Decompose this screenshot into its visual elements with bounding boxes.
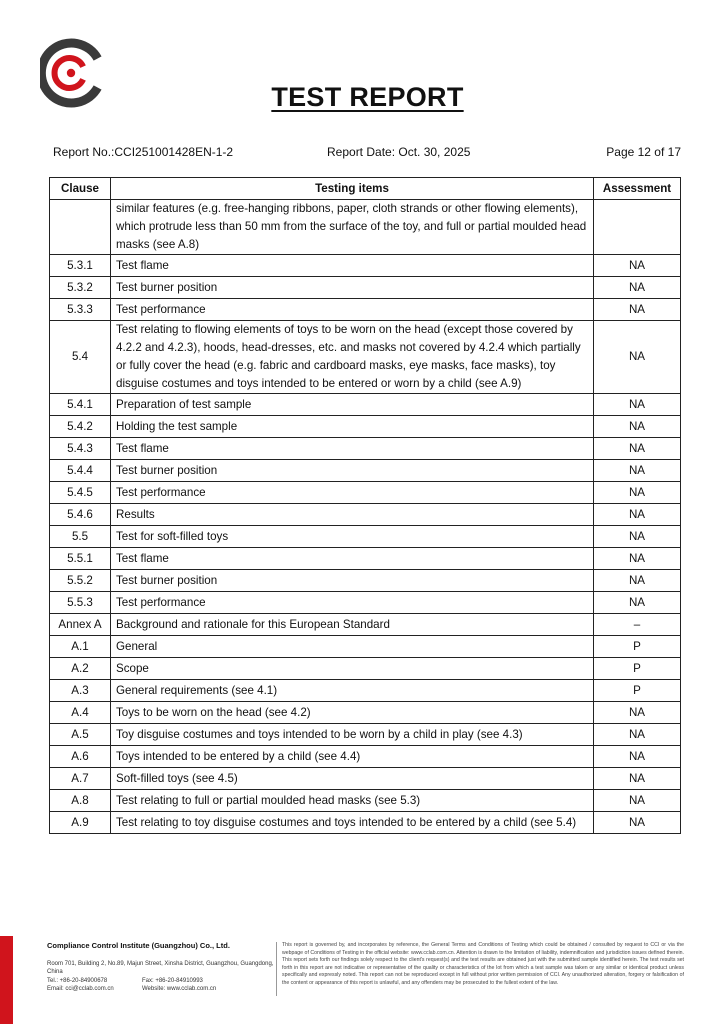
row-assessment: NA [594, 416, 681, 438]
row-clause: 5.4.2 [50, 416, 111, 438]
row-clause: 5.5 [50, 526, 111, 548]
table-row [50, 438, 681, 460]
row-assessment: NA [594, 790, 681, 812]
row-assessment: NA [594, 724, 681, 746]
footer-email: Email: cci@cclab.com.cn [47, 986, 114, 992]
row-testing-item: Test flame [111, 548, 594, 570]
table-row [50, 277, 681, 299]
table-header-row [50, 178, 681, 200]
row-testing-item: Holding the test sample [111, 416, 594, 438]
row-testing-item: Toys to be worn on the head (see 4.2) [111, 702, 594, 724]
row-clause: 5.4.5 [50, 482, 111, 504]
row-clause: A.1 [50, 636, 111, 658]
row-testing-item: Test burner position [111, 460, 594, 482]
row-testing-item: Test relating to full or partial moulded head masks (see 5.3) [111, 790, 594, 812]
table-row [50, 570, 681, 592]
table-row [50, 299, 681, 321]
row-testing-item: Test for soft-filled toys [111, 526, 594, 548]
row-testing-item: Toys intended to be entered by a child (see 4.4) [111, 746, 594, 768]
row-testing-item: General [111, 636, 594, 658]
table-row [50, 526, 681, 548]
row-testing-item: Test relating to toy disguise costumes and toys intended to be entered by a child (see 5.4) [111, 812, 594, 834]
table-row [50, 394, 681, 416]
row-testing-item: Test performance [111, 482, 594, 504]
row-assessment: – [594, 614, 681, 636]
row-assessment: NA [594, 570, 681, 592]
footer-disclaimer: This report is governed by, and incorporates by reference, the General Terms and Conditions of Testing which could be obtained / consulted by request to CCI or via the webpage of Conditions of Testing in the official website: www.cclab.com.cn. Attention is drawn to the limitation of liability, indemnification and jurisdiction issues defined therein. This report sets forth our findings solely respect to the client's request(s) and the test results are obtained just with the submitted sample identified herein. The test results set forth in this report are not indicative or representative of the quality or characteristics of the lot from which a test sample was taken or any similar or identical product unless specifically and expressly noted. This report can not be reproduced except in full without prior written permission of CCI. Any unauthorized alteration, forgery or falsification of the content or appearance of this report is unlawful, and any offenders may be prosecuted to the fullest extent of the law. [282, 942, 684, 986]
test-results-table [49, 177, 681, 834]
header-testing-items: Testing items [111, 178, 594, 200]
row-assessment: NA [594, 438, 681, 460]
row-clause: 5.4 [50, 321, 111, 394]
row-testing-item: Scope [111, 658, 594, 680]
row-clause: A.8 [50, 790, 111, 812]
row-clause: 5.4.3 [50, 438, 111, 460]
row-assessment: P [594, 680, 681, 702]
footer-website: Website: www.cclab.com.cn [142, 986, 217, 992]
row-assessment: P [594, 658, 681, 680]
row-clause: 5.3.3 [50, 299, 111, 321]
row-clause: 5.4.6 [50, 504, 111, 526]
table-row [50, 255, 681, 277]
row-testing-item: Test flame [111, 438, 594, 460]
row-testing-item: Test burner position [111, 570, 594, 592]
table-row [50, 321, 681, 394]
row-assessment: NA [594, 277, 681, 299]
table-row [50, 812, 681, 834]
row-clause: Annex A [50, 614, 111, 636]
row-assessment: NA [594, 482, 681, 504]
row-testing-item: Test performance [111, 299, 594, 321]
row-testing-item: Toy disguise costumes and toys intended to be worn by a child in play (see 4.3) [111, 724, 594, 746]
row-assessment: NA [594, 548, 681, 570]
row-assessment [594, 200, 681, 255]
footer-address: Room 701, Building 2, No.89, Majun Street, Xinsha District, Guangzhou, Guangdong, China [47, 960, 274, 975]
row-clause: 5.4.4 [50, 460, 111, 482]
table-row [50, 658, 681, 680]
row-testing-item: Preparation of test sample [111, 394, 594, 416]
row-clause: 5.4.1 [50, 394, 111, 416]
row-clause: 5.5.1 [50, 548, 111, 570]
table-row [50, 416, 681, 438]
row-assessment: NA [594, 394, 681, 416]
row-clause: 5.5.2 [50, 570, 111, 592]
row-clause [50, 200, 111, 255]
header-assessment: Assessment [594, 178, 681, 200]
row-assessment: P [594, 636, 681, 658]
logo-dot [67, 69, 75, 77]
footer-company-name: Compliance Control Institute (Guangzhou) Co., Ltd. [47, 941, 230, 950]
row-clause: A.9 [50, 812, 111, 834]
table-row [50, 200, 681, 255]
footer-contact [47, 942, 277, 994]
row-assessment: NA [594, 255, 681, 277]
row-clause: A.4 [50, 702, 111, 724]
row-assessment: NA [594, 592, 681, 614]
table-row [50, 680, 681, 702]
row-clause: A.3 [50, 680, 111, 702]
row-clause: A.6 [50, 746, 111, 768]
footer-fax: Fax: +86-20-84910993 [142, 977, 203, 984]
row-assessment: NA [594, 526, 681, 548]
table-row [50, 592, 681, 614]
report-number: Report No.:CCI251001428EN-1-2 [53, 145, 234, 159]
row-clause: A.2 [50, 658, 111, 680]
table-body [50, 200, 681, 834]
footer-divider [276, 942, 277, 996]
table-row [50, 790, 681, 812]
row-assessment: NA [594, 321, 681, 394]
row-testing-item: Background and rationale for this European Standard [111, 614, 594, 636]
table-row [50, 482, 681, 504]
page-number: Page 12 of 17 [606, 145, 681, 159]
header-clause: Clause [50, 178, 111, 200]
footer-accent-bar [0, 936, 13, 1024]
row-testing-item: Test performance [111, 592, 594, 614]
table-row [50, 724, 681, 746]
footer-tel: Tel.: +86-20-84900678 [47, 977, 108, 984]
row-assessment: NA [594, 702, 681, 724]
report-title: TEST REPORT [271, 82, 464, 112]
row-testing-item: similar features (e.g. free-hanging ribbons, paper, cloth strands or other flowing elements), which protrude less than 50 mm from the surface of the toy, and full or partial moulded head masks (see A.8) [111, 200, 594, 255]
row-testing-item: Test flame [111, 255, 594, 277]
row-testing-item: Results [111, 504, 594, 526]
row-assessment: NA [594, 768, 681, 790]
table-row [50, 614, 681, 636]
row-clause: A.5 [50, 724, 111, 746]
row-testing-item: Test burner position [111, 277, 594, 299]
row-assessment: NA [594, 504, 681, 526]
table-row [50, 768, 681, 790]
row-testing-item: Test relating to flowing elements of toys to be worn on the head (except those covered by 4.2.2 and 4.2.3), hoods, head-dresses, etc. and masks not covered by 4.2.4 which partially or fully cover the head (e.g. fabric and cardboard masks, eye masks, face masks), toy disguise costumes and toys intended to be entered or worn by a child (see A.9) [111, 321, 594, 394]
row-clause: 5.5.3 [50, 592, 111, 614]
row-testing-item: Soft-filled toys (see 4.5) [111, 768, 594, 790]
row-testing-item: General requirements (see 4.1) [111, 680, 594, 702]
table-row [50, 702, 681, 724]
row-clause: A.7 [50, 768, 111, 790]
table-row [50, 636, 681, 658]
row-clause: 5.3.2 [50, 277, 111, 299]
row-assessment: NA [594, 746, 681, 768]
row-assessment: NA [594, 812, 681, 834]
table-row [50, 746, 681, 768]
table-row [50, 504, 681, 526]
row-clause: 5.3.1 [50, 255, 111, 277]
row-assessment: NA [594, 299, 681, 321]
report-date: Report Date: Oct. 30, 2025 [327, 145, 471, 159]
table-row [50, 548, 681, 570]
row-assessment: NA [594, 460, 681, 482]
table-row [50, 460, 681, 482]
